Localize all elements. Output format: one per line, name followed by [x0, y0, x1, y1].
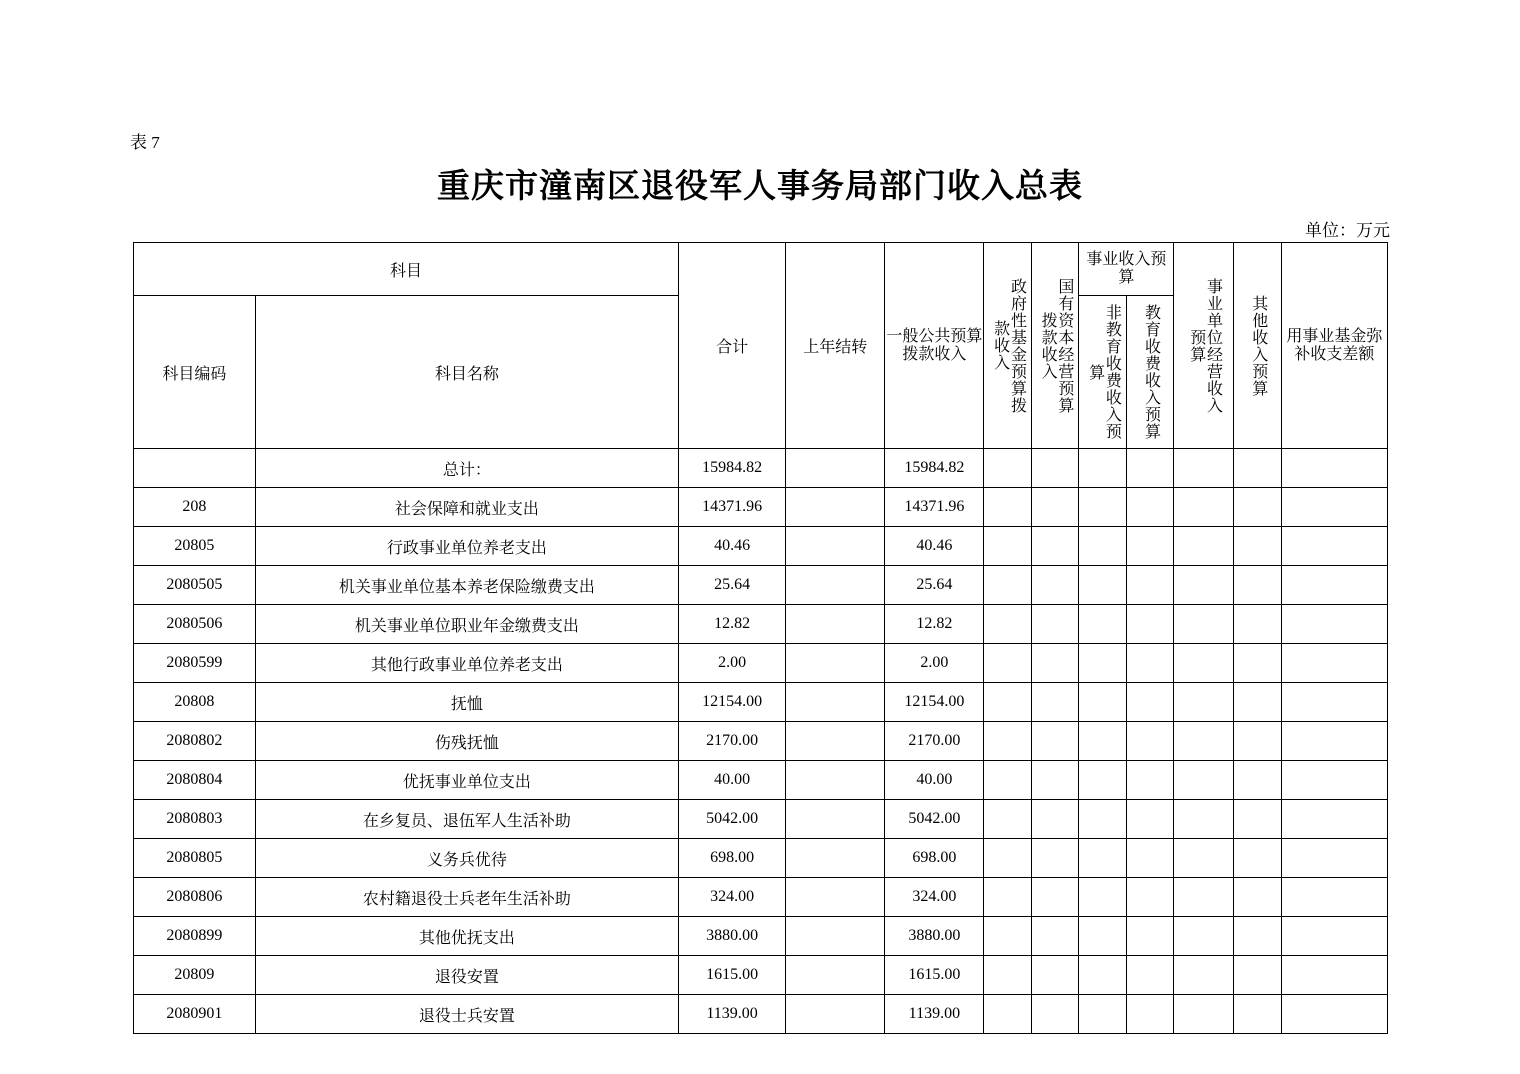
header-gov-fund-budget-text: 政府性基金预算拨款收入 — [991, 277, 1026, 414]
cell-subject-name: 退役安置 — [255, 956, 678, 995]
cell-total: 15984.82 — [678, 449, 785, 488]
cell-subject-code: 2080805 — [134, 839, 256, 878]
cell-other-income — [1234, 488, 1281, 527]
cell-state-capital-budget — [1031, 761, 1078, 800]
cell-other-income — [1234, 683, 1281, 722]
cell-other-income — [1234, 761, 1281, 800]
cell-institution-operating-income — [1174, 527, 1234, 566]
cell-non-edu-fee-income — [1079, 761, 1126, 800]
cell-total: 12154.00 — [678, 683, 785, 722]
cell-carryover — [786, 527, 885, 566]
cell-edu-fee-income — [1126, 683, 1173, 722]
cell-general-public-budget: 40.46 — [885, 527, 984, 566]
cell-gov-fund-budget — [984, 605, 1031, 644]
cell-state-capital-budget — [1031, 839, 1078, 878]
cell-general-public-budget: 25.64 — [885, 566, 984, 605]
cell-edu-fee-income — [1126, 800, 1173, 839]
cell-total: 25.64 — [678, 566, 785, 605]
header-subject-code: 科目编码 — [134, 296, 256, 449]
budget-income-table — [133, 242, 1388, 1034]
cell-use-fund-balance — [1281, 527, 1387, 566]
cell-other-income — [1234, 956, 1281, 995]
cell-other-income — [1234, 839, 1281, 878]
cell-edu-fee-income — [1126, 722, 1173, 761]
cell-gov-fund-budget — [984, 917, 1031, 956]
cell-carryover — [786, 449, 885, 488]
cell-use-fund-balance — [1281, 644, 1387, 683]
cell-state-capital-budget — [1031, 488, 1078, 527]
cell-carryover — [786, 683, 885, 722]
cell-subject-name: 其他行政事业单位养老支出 — [255, 644, 678, 683]
cell-state-capital-budget — [1031, 995, 1078, 1034]
cell-subject-code: 2080802 — [134, 722, 256, 761]
cell-total: 12.82 — [678, 605, 785, 644]
cell-total: 3880.00 — [678, 917, 785, 956]
cell-gov-fund-budget — [984, 644, 1031, 683]
cell-general-public-budget: 40.00 — [885, 761, 984, 800]
cell-subject-name: 在乡复员、退伍军人生活补助 — [255, 800, 678, 839]
cell-state-capital-budget — [1031, 449, 1078, 488]
cell-total: 2.00 — [678, 644, 785, 683]
cell-total: 40.00 — [678, 761, 785, 800]
cell-carryover — [786, 995, 885, 1034]
cell-institution-operating-income — [1174, 488, 1234, 527]
cell-state-capital-budget — [1031, 722, 1078, 761]
cell-total: 1615.00 — [678, 956, 785, 995]
cell-use-fund-balance — [1281, 995, 1387, 1034]
cell-subject-name: 抚恤 — [255, 683, 678, 722]
table-row — [134, 527, 1388, 566]
table-row — [134, 839, 1388, 878]
cell-general-public-budget: 5042.00 — [885, 800, 984, 839]
cell-non-edu-fee-income — [1079, 488, 1126, 527]
cell-state-capital-budget — [1031, 800, 1078, 839]
cell-other-income — [1234, 566, 1281, 605]
cell-general-public-budget: 12.82 — [885, 605, 984, 644]
cell-carryover — [786, 605, 885, 644]
cell-gov-fund-budget — [984, 839, 1031, 878]
cell-use-fund-balance — [1281, 683, 1387, 722]
header-subject-name: 科目名称 — [255, 296, 678, 449]
cell-non-edu-fee-income — [1079, 527, 1126, 566]
header-use-fund-balance: 用事业基金弥补收支差额 — [1281, 243, 1387, 449]
table-row — [134, 800, 1388, 839]
header-institution-income-group: 事业收入预算 — [1079, 243, 1174, 296]
table-label: 表 7 — [130, 133, 160, 152]
cell-subject-name: 机关事业单位职业年金缴费支出 — [255, 605, 678, 644]
cell-institution-operating-income — [1174, 839, 1234, 878]
cell-other-income — [1234, 605, 1281, 644]
cell-carryover — [786, 722, 885, 761]
header-institution-operating-income-text: 事业单位经营收入预算 — [1187, 277, 1222, 414]
cell-institution-operating-income — [1174, 683, 1234, 722]
cell-gov-fund-budget — [984, 527, 1031, 566]
cell-use-fund-balance — [1281, 722, 1387, 761]
cell-use-fund-balance — [1281, 605, 1387, 644]
cell-other-income — [1234, 449, 1281, 488]
header-institution-operating-income — [1174, 243, 1234, 449]
cell-total: 14371.96 — [678, 488, 785, 527]
cell-non-edu-fee-income — [1079, 683, 1126, 722]
cell-gov-fund-budget — [984, 800, 1031, 839]
cell-general-public-budget: 324.00 — [885, 878, 984, 917]
cell-subject-code: 20808 — [134, 683, 256, 722]
cell-non-edu-fee-income — [1079, 449, 1126, 488]
cell-carryover — [786, 644, 885, 683]
table-row — [134, 644, 1388, 683]
cell-general-public-budget: 3880.00 — [885, 917, 984, 956]
table-row — [134, 995, 1388, 1034]
cell-subject-code: 208 — [134, 488, 256, 527]
cell-subject-code: 2080899 — [134, 917, 256, 956]
cell-gov-fund-budget — [984, 761, 1031, 800]
table-body — [134, 449, 1388, 1034]
table-row — [134, 566, 1388, 605]
cell-subject-name: 农村籍退役士兵老年生活补助 — [255, 878, 678, 917]
cell-edu-fee-income — [1126, 644, 1173, 683]
unit-note: 单位：万元 — [1305, 221, 1390, 240]
cell-institution-operating-income — [1174, 644, 1234, 683]
cell-general-public-budget: 15984.82 — [885, 449, 984, 488]
cell-state-capital-budget — [1031, 527, 1078, 566]
cell-subject-name: 伤残抚恤 — [255, 722, 678, 761]
table-row — [134, 956, 1388, 995]
cell-other-income — [1234, 800, 1281, 839]
cell-state-capital-budget — [1031, 683, 1078, 722]
cell-other-income — [1234, 722, 1281, 761]
cell-state-capital-budget — [1031, 644, 1078, 683]
cell-institution-operating-income — [1174, 449, 1234, 488]
cell-subject-code: 2080804 — [134, 761, 256, 800]
cell-general-public-budget: 698.00 — [885, 839, 984, 878]
table-row — [134, 488, 1388, 527]
cell-total: 1139.00 — [678, 995, 785, 1034]
cell-non-edu-fee-income — [1079, 956, 1126, 995]
cell-state-capital-budget — [1031, 956, 1078, 995]
cell-use-fund-balance — [1281, 566, 1387, 605]
cell-subject-name: 总计： — [255, 449, 678, 488]
cell-carryover — [786, 956, 885, 995]
cell-gov-fund-budget — [984, 956, 1031, 995]
cell-total: 40.46 — [678, 527, 785, 566]
cell-institution-operating-income — [1174, 761, 1234, 800]
header-general-public-budget: 一般公共预算拨款收入 — [885, 243, 984, 449]
cell-other-income — [1234, 878, 1281, 917]
cell-edu-fee-income — [1126, 488, 1173, 527]
cell-general-public-budget: 1615.00 — [885, 956, 984, 995]
cell-use-fund-balance — [1281, 878, 1387, 917]
header-total: 合计 — [678, 243, 785, 449]
cell-edu-fee-income — [1126, 449, 1173, 488]
cell-non-edu-fee-income — [1079, 605, 1126, 644]
header-state-capital-budget — [1031, 243, 1078, 449]
cell-other-income — [1234, 527, 1281, 566]
cell-carryover — [786, 761, 885, 800]
cell-edu-fee-income — [1126, 605, 1173, 644]
cell-general-public-budget: 2.00 — [885, 644, 984, 683]
cell-edu-fee-income — [1126, 995, 1173, 1034]
cell-edu-fee-income — [1126, 761, 1173, 800]
cell-subject-name: 优抚事业单位支出 — [255, 761, 678, 800]
cell-gov-fund-budget — [984, 878, 1031, 917]
cell-non-edu-fee-income — [1079, 566, 1126, 605]
cell-subject-name: 行政事业单位养老支出 — [255, 527, 678, 566]
cell-subject-code: 2080506 — [134, 605, 256, 644]
cell-institution-operating-income — [1174, 605, 1234, 644]
cell-carryover — [786, 566, 885, 605]
cell-non-edu-fee-income — [1079, 644, 1126, 683]
table-row — [134, 449, 1388, 488]
cell-institution-operating-income — [1174, 917, 1234, 956]
header-state-capital-budget-text: 国有资本经营预算拨款收入 — [1039, 277, 1073, 414]
header-gov-fund-budget — [984, 243, 1031, 449]
table-row — [134, 722, 1388, 761]
cell-general-public-budget: 14371.96 — [885, 488, 984, 527]
cell-edu-fee-income — [1126, 917, 1173, 956]
page-title: 重庆市潼南区退役军人事务局部门收入总表 — [437, 166, 1083, 205]
cell-subject-code: 2080803 — [134, 800, 256, 839]
table-row — [134, 605, 1388, 644]
cell-carryover — [786, 488, 885, 527]
cell-subject-code — [134, 449, 256, 488]
cell-subject-name: 其他优抚支出 — [255, 917, 678, 956]
header-other-income — [1234, 243, 1281, 449]
cell-subject-code: 2080806 — [134, 878, 256, 917]
cell-state-capital-budget — [1031, 917, 1078, 956]
cell-other-income — [1234, 644, 1281, 683]
table-row — [134, 917, 1388, 956]
cell-edu-fee-income — [1126, 839, 1173, 878]
cell-gov-fund-budget — [984, 449, 1031, 488]
cell-use-fund-balance — [1281, 917, 1387, 956]
cell-state-capital-budget — [1031, 566, 1078, 605]
cell-use-fund-balance — [1281, 800, 1387, 839]
table-row — [134, 683, 1388, 722]
cell-non-edu-fee-income — [1079, 878, 1126, 917]
cell-total: 5042.00 — [678, 800, 785, 839]
table-row — [134, 878, 1388, 917]
cell-subject-name: 机关事业单位基本养老保险缴费支出 — [255, 566, 678, 605]
header-edu-fee-income — [1126, 296, 1173, 449]
cell-edu-fee-income — [1126, 878, 1173, 917]
cell-non-edu-fee-income — [1079, 839, 1126, 878]
header-non-edu-fee-income-text: 非教育收费收入预算 — [1086, 304, 1121, 440]
cell-edu-fee-income — [1126, 527, 1173, 566]
cell-general-public-budget: 1139.00 — [885, 995, 984, 1034]
cell-institution-operating-income — [1174, 995, 1234, 1034]
cell-subject-code: 2080901 — [134, 995, 256, 1034]
cell-edu-fee-income — [1126, 956, 1173, 995]
cell-subject-name: 义务兵优待 — [255, 839, 678, 878]
cell-use-fund-balance — [1281, 956, 1387, 995]
cell-edu-fee-income — [1126, 566, 1173, 605]
cell-use-fund-balance — [1281, 488, 1387, 527]
cell-gov-fund-budget — [984, 722, 1031, 761]
cell-institution-operating-income — [1174, 800, 1234, 839]
header-edu-fee-income-text: 教育收费收入预算 — [1142, 304, 1160, 440]
cell-general-public-budget: 12154.00 — [885, 683, 984, 722]
cell-institution-operating-income — [1174, 956, 1234, 995]
header-non-edu-fee-income — [1079, 296, 1126, 449]
cell-non-edu-fee-income — [1079, 722, 1126, 761]
cell-total: 2170.00 — [678, 722, 785, 761]
cell-subject-name: 社会保障和就业支出 — [255, 488, 678, 527]
cell-institution-operating-income — [1174, 722, 1234, 761]
cell-use-fund-balance — [1281, 839, 1387, 878]
cell-other-income — [1234, 995, 1281, 1034]
cell-total: 324.00 — [678, 878, 785, 917]
cell-non-edu-fee-income — [1079, 995, 1126, 1034]
cell-subject-code: 2080599 — [134, 644, 256, 683]
cell-state-capital-budget — [1031, 878, 1078, 917]
cell-carryover — [786, 878, 885, 917]
cell-general-public-budget: 2170.00 — [885, 722, 984, 761]
cell-gov-fund-budget — [984, 995, 1031, 1034]
cell-state-capital-budget — [1031, 605, 1078, 644]
cell-carryover — [786, 800, 885, 839]
cell-subject-code: 2080505 — [134, 566, 256, 605]
cell-gov-fund-budget — [984, 566, 1031, 605]
cell-subject-code: 20805 — [134, 527, 256, 566]
cell-total: 698.00 — [678, 839, 785, 878]
cell-subject-code: 20809 — [134, 956, 256, 995]
cell-non-edu-fee-income — [1079, 800, 1126, 839]
cell-subject-name: 退役士兵安置 — [255, 995, 678, 1034]
cell-gov-fund-budget — [984, 683, 1031, 722]
cell-carryover — [786, 839, 885, 878]
header-carryover: 上年结转 — [786, 243, 885, 449]
cell-carryover — [786, 917, 885, 956]
cell-other-income — [1234, 917, 1281, 956]
cell-institution-operating-income — [1174, 566, 1234, 605]
header-subject-group: 科目 — [134, 243, 679, 296]
header-other-income-text: 其他收入预算 — [1249, 294, 1267, 397]
cell-institution-operating-income — [1174, 878, 1234, 917]
cell-gov-fund-budget — [984, 488, 1031, 527]
cell-use-fund-balance — [1281, 761, 1387, 800]
cell-non-edu-fee-income — [1079, 917, 1126, 956]
table-row — [134, 761, 1388, 800]
cell-use-fund-balance — [1281, 449, 1387, 488]
